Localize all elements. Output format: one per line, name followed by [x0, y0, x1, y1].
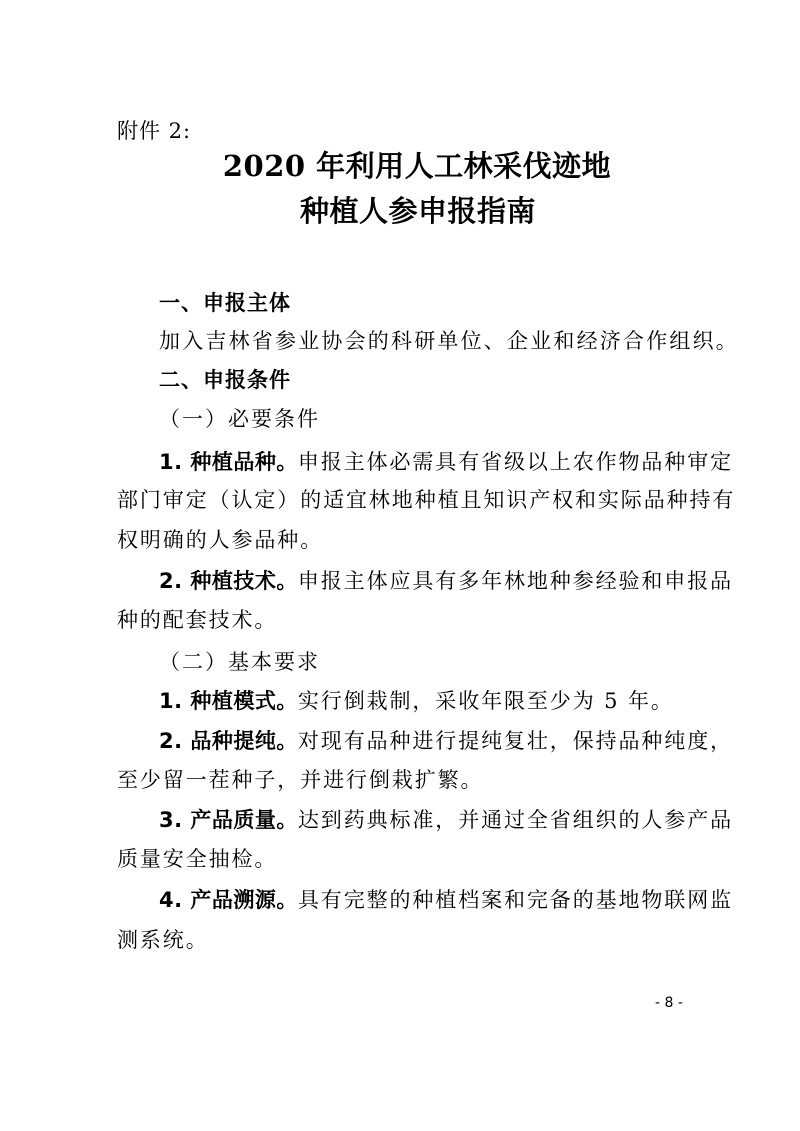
basic-item-1-line-1: [159, 686, 699, 716]
required-item-1-text: 申报主体必需具有省级以上农作物品种审定: [297, 450, 734, 474]
attachment-label: 附件 2:: [117, 119, 192, 143]
document-title-line-1: 2020 年利用人工林采伐迹地: [222, 149, 612, 183]
basic-item-4-line-1: [159, 885, 734, 915]
basic-item-4-head: 4. 产品溯源。: [159, 888, 298, 912]
basic-item-1-text: 实行倒栽制，采收年限至少为 5 年。: [297, 689, 674, 713]
subsection-required-heading: （一）必要条件: [159, 407, 320, 431]
basic-item-4-line-2: 测系统。: [117, 928, 209, 952]
subsection-basic-heading: （二）基本要求: [159, 650, 320, 674]
basic-item-3-head: 3. 产品质量。: [159, 808, 298, 832]
required-item-2-text: 申报主体应具有多年林地种参经验和申报品: [297, 569, 734, 593]
required-item-2-head: 2. 种植技术。: [159, 569, 298, 593]
required-item-1-line-2: 部门审定（认定）的适宜林地种植且知识产权和实际品种持有: [117, 488, 736, 512]
basic-item-3-line-2: 质量安全抽检。: [117, 847, 278, 871]
section-1-body: 加入吉林省参业协会的科研单位、企业和经济合作组织。: [159, 329, 739, 353]
section-2-heading: 二、申报条件: [159, 368, 291, 392]
page-number: - 8 -: [655, 995, 683, 1011]
basic-item-2-head: 2. 品种提纯。: [159, 729, 298, 753]
required-item-2-line-2: 种的配套技术。: [117, 608, 278, 632]
required-item-1-line-3: 权明确的人参品种。: [117, 528, 324, 552]
basic-item-3-line-1: [159, 805, 734, 835]
required-item-1-line-1: [159, 447, 734, 477]
basic-item-2-text: 对现有品种进行提纯复壮，保持品种纯度，: [297, 729, 734, 753]
document-title-line-2: 种植人参申报指南: [299, 194, 536, 228]
basic-item-2-line-2: 至少留一茬种子，并进行倒栽扩繁。: [117, 768, 484, 792]
basic-item-2-line-1: [159, 726, 734, 756]
required-item-1-head: 1. 种植品种。: [159, 450, 298, 474]
basic-item-4-text: 具有完整的种植档案和完备的基地物联网监: [297, 888, 734, 912]
required-item-2-line-1: [159, 566, 734, 596]
section-1-heading: 一、申报主体: [159, 291, 291, 315]
basic-item-3-text: 达到药典标准，并通过全省组织的人参产品: [297, 808, 734, 832]
basic-item-1-head: 1. 种植模式。: [159, 689, 298, 713]
